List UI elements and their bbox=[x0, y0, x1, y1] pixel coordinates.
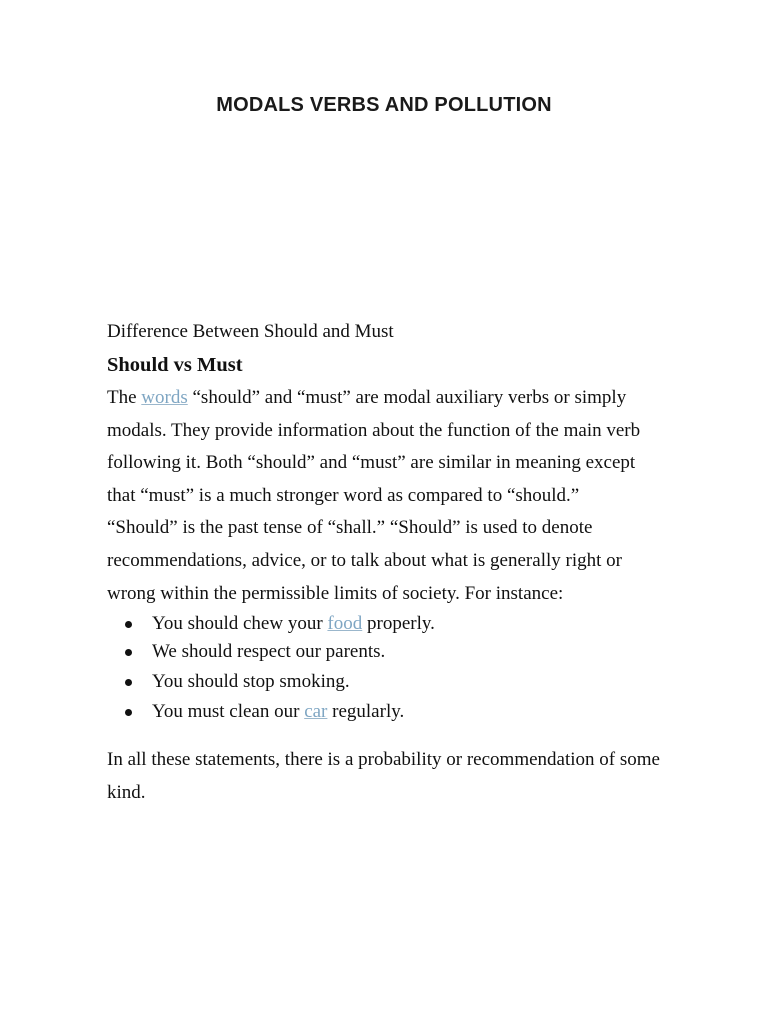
list-item-text: We should respect our parents. bbox=[152, 641, 386, 663]
list-item-text: You should stop smoking. bbox=[152, 671, 350, 693]
link-car[interactable]: car bbox=[304, 701, 328, 723]
list-item-text: You must clean our bbox=[152, 701, 305, 723]
list-item-text-end: regularly. bbox=[327, 701, 405, 723]
list-item bbox=[107, 638, 667, 666]
link-food[interactable]: food bbox=[327, 613, 363, 635]
document-subtitle: Difference Between Should and Must bbox=[107, 321, 394, 342]
document-body bbox=[107, 318, 667, 809]
section-heading: Should vs Must bbox=[107, 354, 243, 376]
paragraph-should: “Should” is the past tense of “shall.” “Should” is used to denote recommendations, advice, or to talk about what is generally right or wrong within the permissible limits of society. For instance: bbox=[107, 517, 622, 604]
example-list bbox=[107, 610, 667, 726]
document-title: MODALS VERBS AND POLLUTION bbox=[216, 94, 552, 116]
list-item bbox=[107, 610, 667, 638]
list-item bbox=[107, 668, 667, 696]
link-words[interactable]: words bbox=[141, 387, 188, 408]
paragraph-intro-rest: “should” and “must” are modal auxiliary verbs or simply modals. They provide information about the function of the main verb following it. Both “should” and “must” are similar in meaning except that “must” is a much stronger word as compared to “should.” bbox=[107, 387, 641, 506]
list-item bbox=[107, 698, 667, 726]
bullet-icon bbox=[125, 621, 132, 628]
bullet-icon bbox=[125, 709, 132, 716]
bullet-icon bbox=[125, 679, 132, 686]
bullet-icon bbox=[125, 649, 132, 656]
list-item-text: You should chew your bbox=[152, 613, 328, 635]
paragraph-intro bbox=[107, 382, 667, 512]
list-item-text-end: properly. bbox=[362, 613, 435, 635]
paragraph-intro-lead: The bbox=[107, 387, 142, 408]
paragraph-closing: In all these statements, there is a probability or recommendation of some kind. bbox=[107, 749, 660, 803]
